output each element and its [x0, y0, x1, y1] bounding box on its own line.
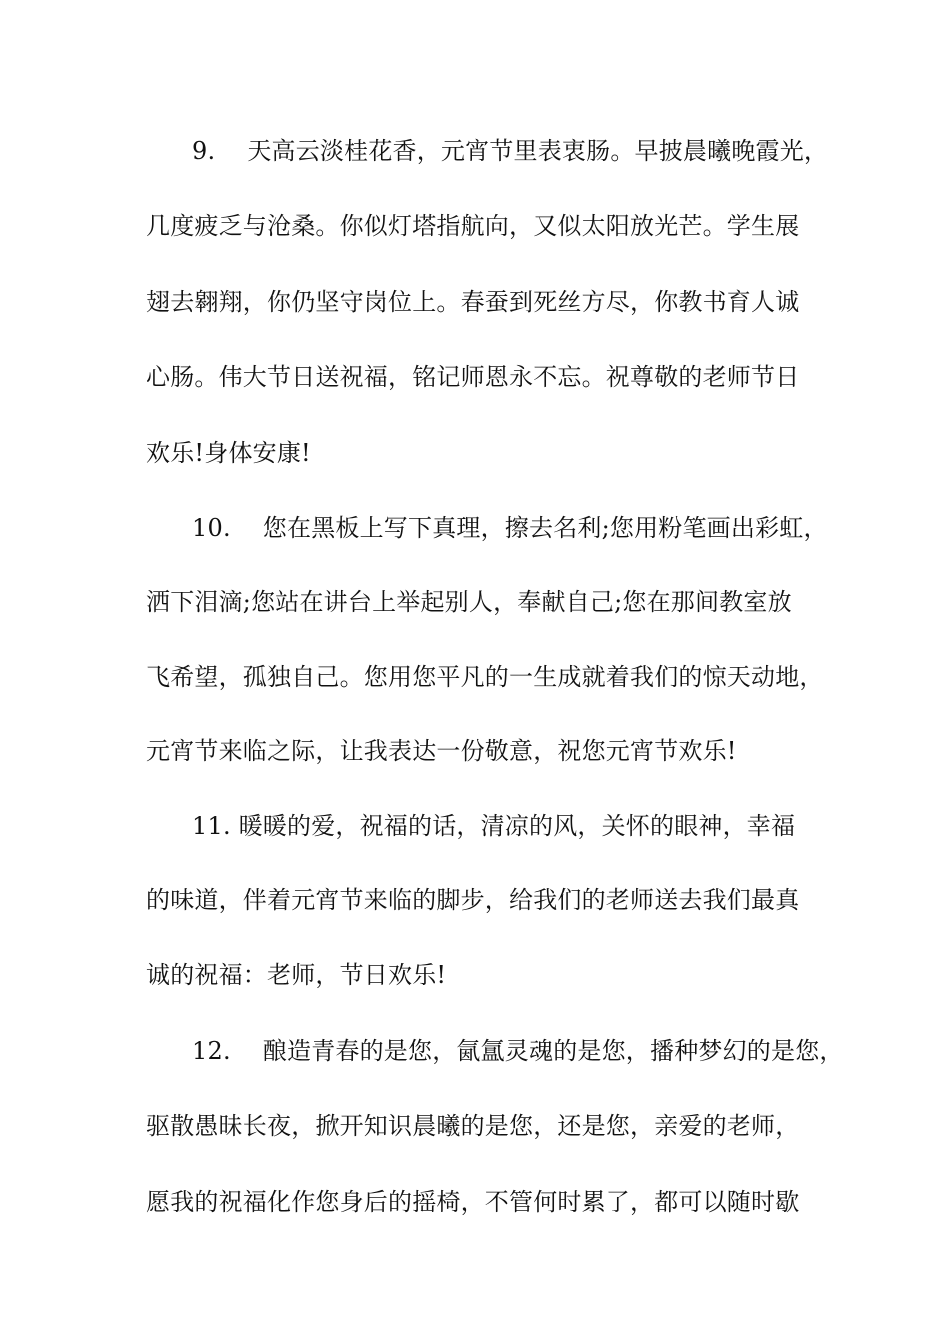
paragraph-9-line-2: 几度疲乏与沧桑。你似灯塔指航向，又似太阳放光芒。学生展: [146, 212, 800, 240]
paragraph-11-line-2: 的味道，伴着元宵节来临的脚步，给我们的老师送去我们最真: [146, 886, 800, 914]
paragraph-11-line-3: 诚的祝福：老师，节日欢乐!: [146, 961, 447, 989]
paragraph-12-line-2: 驱散愚昧长夜，掀开知识晨曦的是您，还是您，亲爱的老师，: [146, 1112, 800, 1140]
paragraph-9-line-3: 翅去翱翔，你仍坚守岗位上。春蚕到死丝方尽，你教书育人诚: [146, 288, 800, 316]
paragraph-10-line-1: 10. 您在黑板上写下真理，擦去名利;您用粉笔画出彩虹，: [192, 514, 828, 542]
paragraph-10-line-4: 元宵节来临之际，让我表达一份敬意，祝您元宵节欢乐!: [146, 737, 737, 765]
paragraph-12-line-3: 愿我的祝福化作您身后的摇椅，不管何时累了，都可以随时歇: [146, 1188, 800, 1216]
paragraph-10-line-3: 飞希望，孤独自己。您用您平凡的一生成就着我们的惊天动地，: [146, 663, 824, 691]
paragraph-12-line-1: 12. 酿造青春的是您，氤氲灵魂的是您，播种梦幻的是您，: [192, 1037, 844, 1065]
paragraph-10-line-2: 洒下泪滴;您站在讲台上举起别人，奉献自己;您在那间教室放: [146, 588, 792, 616]
paragraph-9-line-1: 9. 天高云淡桂花香，元宵节里表衷肠。早披晨曦晚霞光，: [192, 137, 829, 165]
paragraph-9-line-4: 心肠。伟大节日送祝福，铭记师恩永不忘。祝尊敬的老师节日: [146, 363, 800, 391]
paragraph-9-line-5: 欢乐!身体安康!: [146, 439, 311, 467]
paragraph-11-line-1: 11. 暖暖的爱，祝福的话，清凉的风，关怀的眼神，幸福: [192, 812, 796, 840]
